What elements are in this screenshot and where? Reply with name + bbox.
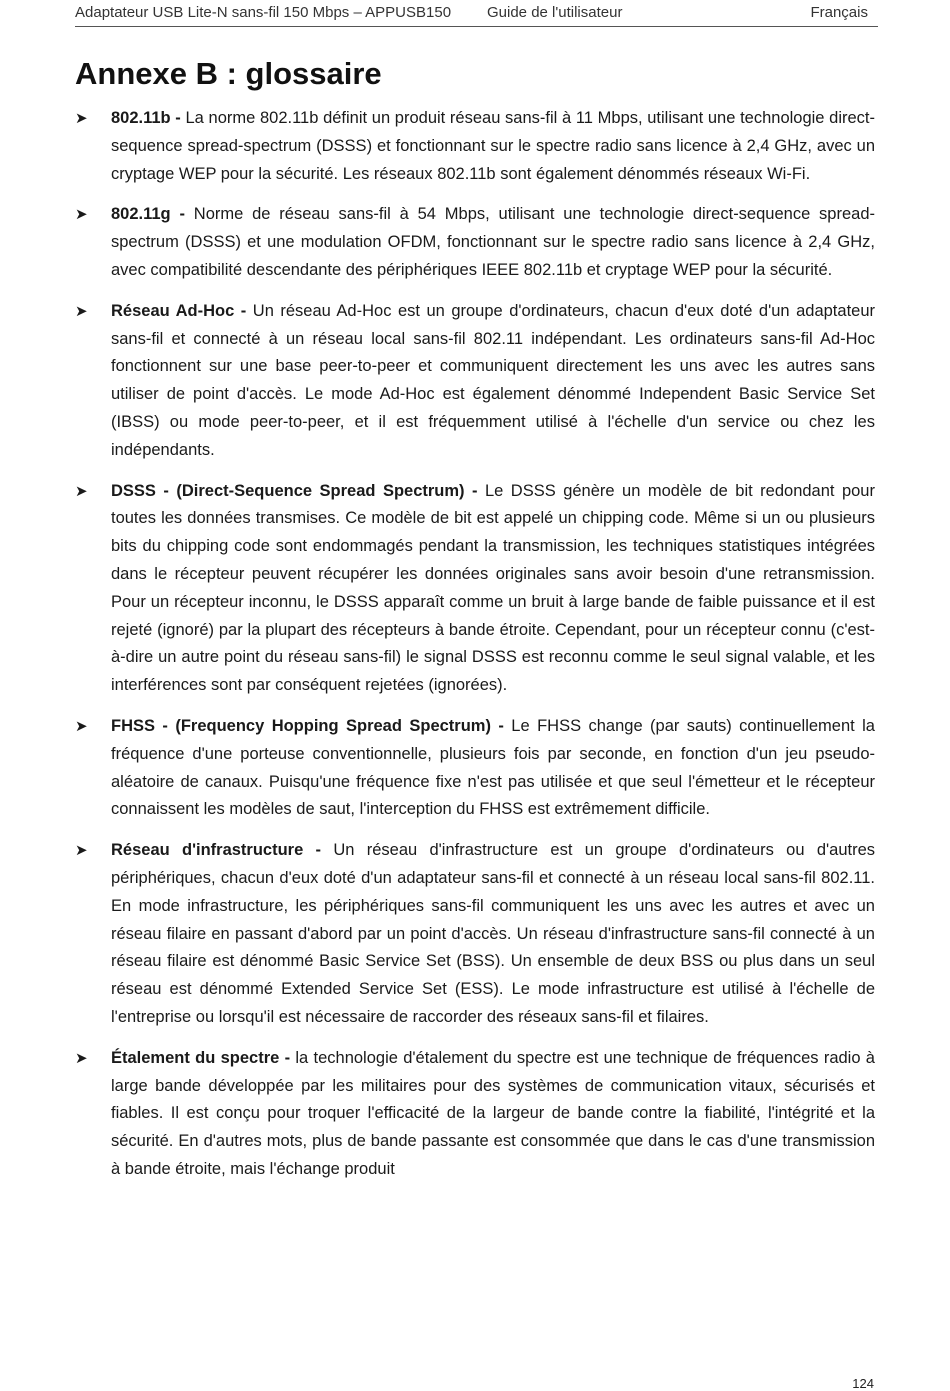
header-product: Adaptateur USB Lite-N sans-fil 150 Mbps – APPUSB150 — [75, 4, 452, 21]
glossary-entry-adhoc — [75, 298, 875, 465]
glossary-term: FHSS - (Frequency Hopping Spread Spectrum) - — [111, 716, 504, 735]
glossary-entry-80211g — [75, 201, 875, 284]
glossary-definition: Le DSSS génère un modèle de bit redondant pour toutes les données transmises. Ce modèle de bit est appelé un chipping code. Même si un ou plusieurs bits du chipping code sont endommagés pendant la transmission, les techniques statistiques intégrées dans le récepteur peuvent récupérer les données originales sans avoir besoin d'une retransmission. Pour un récepteur inconnu, le DSSS apparaît comme un bruit à large bande de faible puissance et il est rejeté (ignoré) par la plupart des récepteurs à bande étroite. Cependant, pour un récepteur connu (c'est-à-dire un autre point du réseau sans-fil) le signal DSSS est reconnu comme le seul signal valable, et les interférences sont par conséquent rejetées (ignorées). — [111, 481, 875, 695]
glossary-term: 802.11b - — [111, 109, 181, 127]
arrow-bullet-icon: ➤ — [75, 842, 88, 860]
arrow-bullet-icon: ➤ — [75, 206, 88, 224]
glossary-term: 802.11g - — [111, 205, 185, 224]
arrow-bullet-icon: ➤ — [75, 1049, 88, 1067]
page-header — [75, 2, 878, 27]
glossary-term: Étalement du spectre - — [111, 1048, 291, 1067]
glossary-entry-spread-spectrum — [75, 1045, 875, 1184]
header-language: Français — [810, 4, 868, 21]
glossary-entry-dsss — [75, 478, 875, 700]
glossary-definition: Norme de réseau sans-fil à 54 Mbps, utilisant une technologie direct-sequence spread-spectrum (DSSS) et une modulation OFDM, fonctionnant sur le spectre radio sans licence à 2,4 GHz, avec compatibilité descendante des périphériques IEEE 802.11b et cryptage WEP pour la sécurité. — [111, 205, 876, 279]
glossary-entry-80211b — [75, 105, 875, 188]
glossary-term: Réseau d'infrastructure - — [111, 841, 322, 860]
glossary-list — [75, 105, 875, 1197]
glossary-definition: la technologie d'étalement du spectre est une technique de fréquences radio à large bande développée par les militaires pour des systèmes de communication vitaux, sécurisés et fiables. Il est conçu pour troquer l'efficacité de la largeur de bande contre la fiabilité, l'intégrité et la sécurité. En d'autres mots, plus de bande passante est consommée que dans le cas d'une transmission à bande étroite, mais l'échange produit — [111, 1048, 875, 1178]
page-title: Annexe B : glossaire — [75, 56, 382, 91]
glossary-definition: Un réseau Ad-Hoc est un groupe d'ordinateurs, chacun d'eux doté d'un adaptateur sans-fil et connecté à un réseau local sans-fil 802.11 indépendant. Les ordinateurs sans-fil Ad-Hoc fonctionnent sur une base peer-to-peer et communiquent directement les uns avec les autres sans utiliser de point d'accès. Le mode Ad-Hoc est également dénommé Independent Basic Service Set (IBSS) ou mode peer-to-peer, et il est fréquemment utilisé à l'échelle d'un service ou chez les indépendants. — [111, 301, 876, 459]
arrow-bullet-icon: ➤ — [75, 110, 88, 127]
arrow-bullet-icon: ➤ — [75, 482, 88, 500]
arrow-bullet-icon: ➤ — [75, 717, 88, 735]
glossary-term: Réseau Ad-Hoc - — [111, 301, 247, 320]
glossary-entry-fhss — [75, 713, 875, 824]
glossary-definition: La norme 802.11b définit un produit réseau sans-fil à 11 Mbps, utilisant une technologie direct-sequence spread-spectrum (DSSS) et fonctionnant sur le spectre radio sans licence à 2,4 GHz, avec un cryptage WEP pour la sécurité. Les réseaux 802.11b sont également dénommés réseaux Wi-Fi. — [111, 109, 875, 183]
glossary-definition: Un réseau d'infrastructure est un groupe d'ordinateurs ou d'autres périphériques, chacun d'eux doté d'un adaptateur sans-fil et connecté à un réseau local sans-fil 802.11. En mode infrastructure, les périphériques sans-fil communiquent les uns avec les autres et avec un réseau filaire en passant d'abord par un point d'accès. Un réseau d'infrastructure sans-fil connecté à un réseau filaire est dénommé Basic Service Set (BSS). Un ensemble de deux BSS ou plus dans un seul réseau est dénommé Extended Service Set (ESS). Le mode infrastructure est utilisé à l'échelle de l'entreprise ou lorsqu'il est nécessaire de raccorder des réseaux sans-fil et filaires. — [111, 841, 876, 1026]
glossary-definition: Le FHSS change (par sauts) continuellement la fréquence d'une porteuse conventionnelle, plusieurs fois par seconde, en fonction d'un jeu pseudo-aléatoire de canaux. Puisqu'une fréquence fixe n'est pas utilisée et que seul l'émetteur et le récepteur connaissent les modèles de saut, l'interception du FHSS est extrêmement difficile. — [111, 716, 875, 819]
glossary-entry-infrastructure — [75, 837, 875, 1032]
header-guide: Guide de l'utilisateur — [487, 4, 623, 21]
glossary-term: DSSS - (Direct-Sequence Spread Spectrum) - — [111, 481, 478, 500]
arrow-bullet-icon: ➤ — [75, 302, 88, 320]
page-number: 124 — [852, 1376, 874, 1391]
